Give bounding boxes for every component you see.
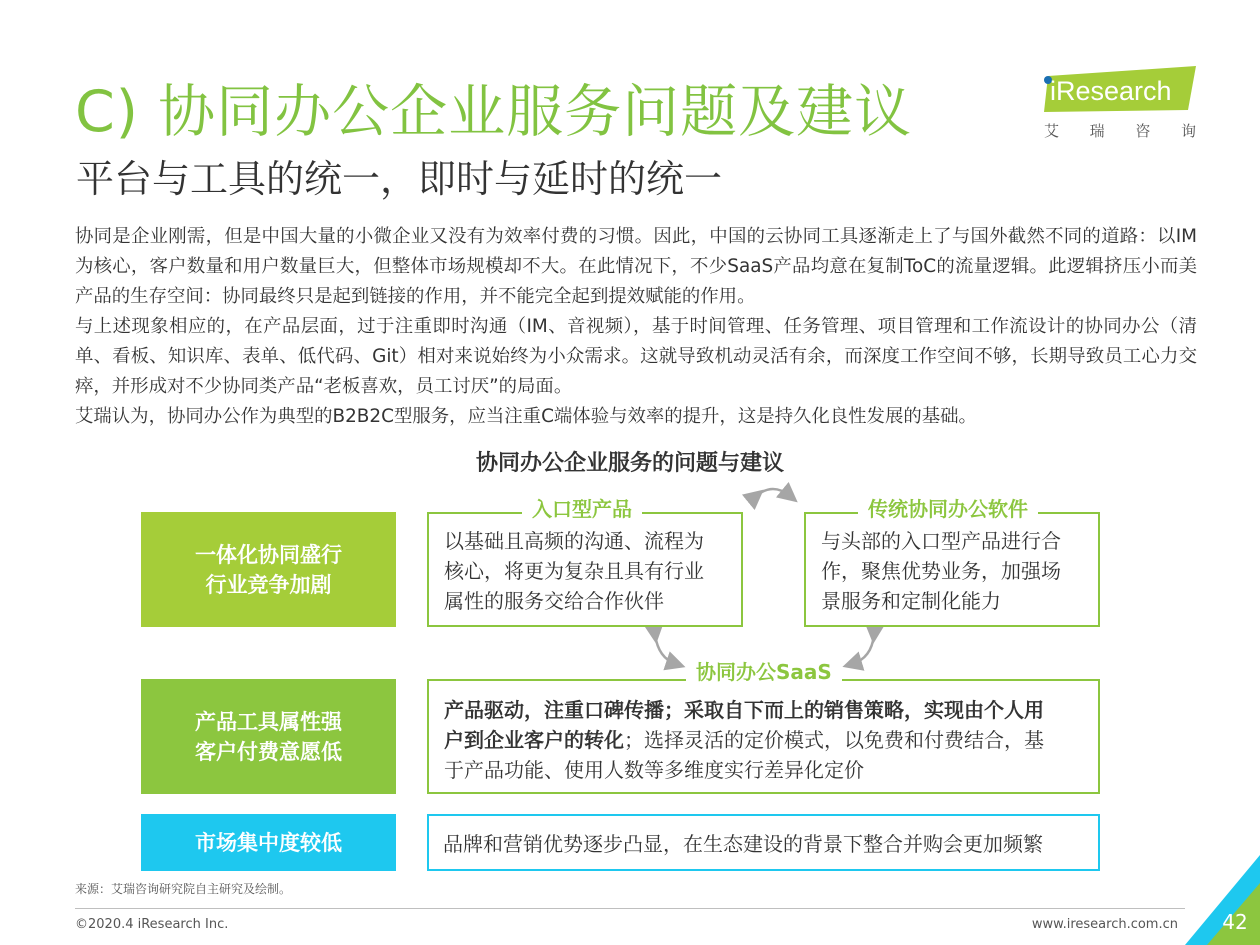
market-box bbox=[427, 814, 1100, 871]
saas-bold-line: 产品驱动，注重口碑传播；采取自下而上的销售策略，实现由个人用 bbox=[444, 698, 1044, 722]
issue-box-payment bbox=[141, 679, 396, 794]
swap-arrow-right bbox=[852, 634, 874, 664]
saas-bold-fragment: 户到企业客户的转化 bbox=[444, 728, 624, 752]
box-line: 以基础且高频的沟通、流程为 bbox=[444, 529, 704, 553]
diagram-title: 协同办公企业服务的问题与建议 bbox=[475, 451, 784, 476]
issue-line: 客户付费意愿低 bbox=[195, 739, 342, 764]
logo-sub-char: 询 bbox=[1180, 122, 1196, 140]
logo-sub-char: 艾 bbox=[1044, 122, 1060, 140]
swap-arrow-left bbox=[655, 634, 676, 664]
box-line: 核心，将更为复杂且具有行业 bbox=[444, 559, 704, 583]
traditional-software-heading: 传统协同办公软件 bbox=[858, 497, 1038, 521]
footer-divider bbox=[75, 908, 1185, 909]
entry-product-box bbox=[427, 512, 743, 627]
box-line: 与头部的入口型产品进行合 bbox=[821, 529, 1061, 553]
website-link[interactable]: www.iresearch.com.cn bbox=[1031, 917, 1178, 932]
issue-box-market bbox=[141, 814, 396, 871]
issue-line: 市场集中度较低 bbox=[195, 830, 342, 855]
saas-heading: 协同办公SaaS bbox=[686, 660, 842, 684]
paragraph: 艾瑞认为，协同办公作为典型的B2B2C型服务，应当注重C端体验与效率的提升，这是持久化良性发展的基础。 bbox=[75, 406, 977, 427]
issue-line: 一体化协同盛行 bbox=[195, 542, 342, 567]
logo-sub-char: 瑞 bbox=[1089, 122, 1105, 140]
box-line: 景服务和定制化能力 bbox=[821, 589, 1001, 613]
copyright: ©2020.4 iResearch Inc. bbox=[75, 917, 229, 932]
logo-sub-char: 咨 bbox=[1135, 122, 1151, 140]
saas-line-2 bbox=[444, 725, 1098, 755]
saas-box bbox=[427, 679, 1100, 794]
market-text: 品牌和营销优势逐步凸显，在生态建设的背景下整合并购会更加频繁 bbox=[443, 832, 1043, 856]
swap-arrow-top bbox=[756, 489, 790, 496]
issue-line: 产品工具属性强 bbox=[195, 709, 342, 734]
page-number: 42 bbox=[1222, 910, 1248, 934]
page-title: C) 协同办公企业服务问题及建议 bbox=[75, 79, 913, 145]
logo-brand: iResearch bbox=[1050, 76, 1172, 106]
paragraph: 协同是企业刚需，但是中国大量的小微企业又没有为效率付费的习惯。因此，中国的云协同工具逐渐走上了与国外截然不同的道路：以IM为核心，客户数量和用户数量巨大，但整体市场规模却不大。在此情况下，不少SaaS产品均意在复制ToC的流量逻辑。此逻辑挤压小而美产品的生存空间：协同最终只是起到链接的作用，并不能完全起到提效赋能的作用。 bbox=[75, 226, 1197, 307]
paragraph: 与上述现象相应的，在产品层面，过于注重即时沟通（IM、音视频），基于时间管理、任务管理、项目管理和工作流设计的协同办公（清单、看板、知识库、表单、低代码、Git）相对来说始终为小众需求。这就导致机动灵活有余，而深度工作空间不够，长期导致员工心力交瘁，并形成对不少协同类产品“老板喜欢，员工讨厌”的局面。 bbox=[75, 316, 1197, 397]
traditional-software-box bbox=[804, 512, 1100, 627]
issue-box-integration bbox=[141, 512, 396, 627]
issue-line: 行业竞争加剧 bbox=[205, 572, 332, 597]
box-line: 属性的服务交给合作伙伴 bbox=[444, 589, 664, 613]
box-line: 作，聚焦优势业务，加强场 bbox=[821, 559, 1061, 583]
page-subtitle: 平台与工具的统一，即时与延时的统一 bbox=[76, 157, 723, 201]
saas-line-3: 于产品功能、使用人数等多维度实行差异化定价 bbox=[444, 758, 864, 782]
entry-product-heading: 入口型产品 bbox=[522, 497, 642, 521]
saas-text-fragment: ；选择灵活的定价模式，以免费和付费结合，基 bbox=[624, 728, 1044, 752]
source-note: 来源：艾瑞咨询研究院自主研究及绘制。 bbox=[75, 882, 292, 896]
